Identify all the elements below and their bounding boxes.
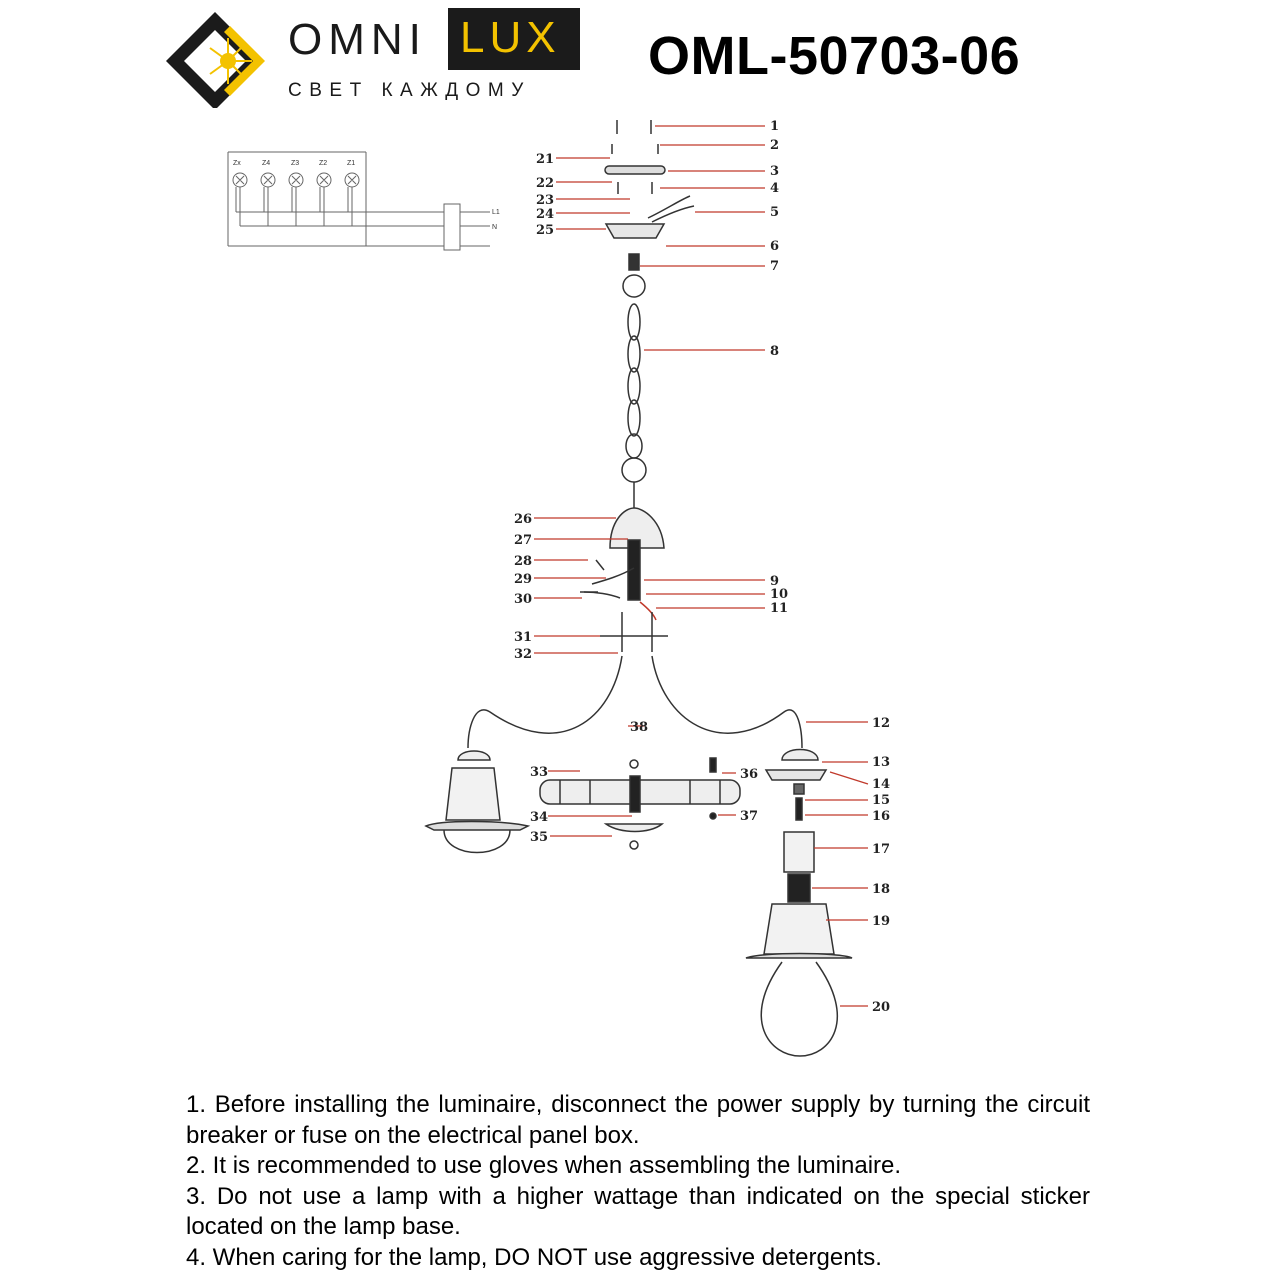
part-number-22: 22 bbox=[536, 176, 555, 191]
brand-name-omni: OMNI bbox=[288, 15, 427, 64]
part-number-28: 28 bbox=[514, 554, 533, 569]
part-number-32: 32 bbox=[514, 647, 533, 662]
exploded-diagram bbox=[0, 100, 1280, 1080]
part-number-7: 7 bbox=[770, 259, 780, 274]
wire-label-z1: Z1 bbox=[347, 160, 356, 167]
wire-label-z3: Z3 bbox=[291, 160, 300, 167]
part-number-33: 33 bbox=[530, 765, 549, 780]
part-number-35: 35 bbox=[530, 830, 549, 845]
part-number-37: 37 bbox=[740, 809, 759, 824]
part-number-3: 3 bbox=[770, 164, 780, 179]
part-number-30: 30 bbox=[514, 592, 533, 607]
chandelier-drawing bbox=[426, 120, 852, 1056]
brand-tagline: СВЕТ КАЖДОМУ bbox=[288, 80, 531, 101]
part-number-17: 17 bbox=[872, 842, 891, 857]
part-number-25: 25 bbox=[536, 223, 555, 238]
part-number-36: 36 bbox=[740, 767, 759, 782]
part-number-24: 24 bbox=[536, 207, 555, 222]
instruction-item: 1. Before installing the luminaire, disconnect the power supply by turning the circuit breaker or fuse on the electrical panel box. bbox=[186, 1091, 1090, 1149]
wire-label-z2: Z2 bbox=[319, 160, 328, 167]
part-number-6: 6 bbox=[770, 239, 780, 254]
safety-instructions bbox=[186, 1090, 1090, 1273]
part-number-14: 14 bbox=[872, 777, 891, 792]
part-number-27: 27 bbox=[514, 533, 533, 548]
part-number-34: 34 bbox=[530, 810, 549, 825]
instruction-item: 2. It is recommended to use gloves when assembling the luminaire. bbox=[186, 1152, 902, 1179]
part-number-2: 2 bbox=[770, 138, 780, 153]
part-number-20: 20 bbox=[872, 1000, 891, 1015]
part-number-4: 4 bbox=[770, 181, 780, 196]
part-number-15: 15 bbox=[872, 793, 891, 808]
part-number-9: 9 bbox=[770, 574, 780, 589]
part-number-23: 23 bbox=[536, 193, 555, 208]
part-number-31: 31 bbox=[514, 630, 533, 645]
part-number-29: 29 bbox=[514, 572, 533, 587]
part-number-10: 10 bbox=[770, 587, 789, 602]
leader-lines bbox=[534, 126, 868, 1006]
wire-label-z4: Z4 bbox=[262, 160, 271, 167]
model-number: OML-50703-06 bbox=[648, 26, 1021, 86]
part-number-16: 16 bbox=[872, 809, 891, 824]
wire-label-zx: Zx bbox=[233, 160, 241, 167]
wire-label-l1: L1 bbox=[492, 209, 500, 216]
part-number-1: 1 bbox=[770, 119, 780, 134]
instruction-item: 4. When caring for the lamp, DO NOT use aggressive detergents. bbox=[186, 1243, 882, 1271]
part-number-38: 38 bbox=[630, 720, 649, 735]
wire-label-n: N bbox=[492, 224, 498, 231]
part-number-8: 8 bbox=[770, 344, 780, 359]
part-number-19: 19 bbox=[872, 914, 891, 929]
part-number-21: 21 bbox=[536, 152, 555, 167]
part-number-12: 12 bbox=[872, 716, 891, 731]
brand-name-lux: LUX bbox=[460, 13, 561, 62]
part-number-26: 26 bbox=[514, 512, 533, 527]
part-number-13: 13 bbox=[872, 755, 891, 770]
part-number-11: 11 bbox=[770, 601, 789, 616]
instruction-item: 3. Do not use a lamp with a higher wattage than indicated on the special sticker located on the lamp base. bbox=[186, 1182, 1090, 1240]
part-number-18: 18 bbox=[872, 882, 891, 897]
part-number-5: 5 bbox=[770, 205, 780, 220]
